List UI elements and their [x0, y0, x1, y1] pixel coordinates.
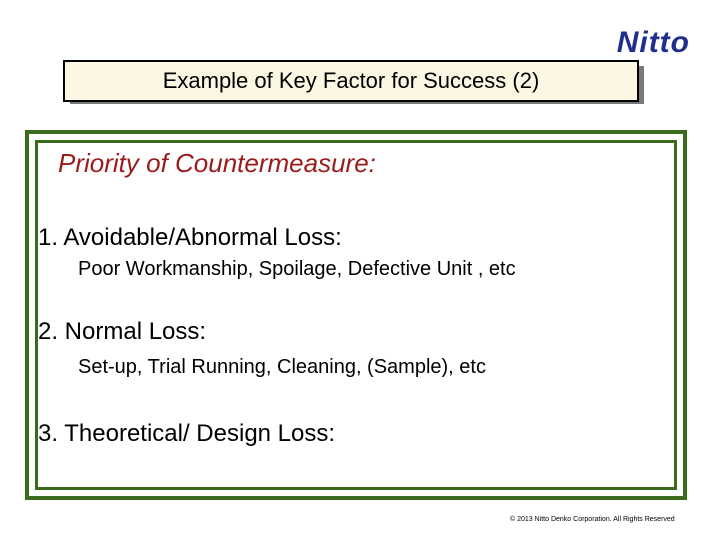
copyright-notice: © 2013 Nitto Denko Corporation. All Rights Reserved — [510, 516, 675, 523]
slide-title: Example of Key Factor for Success (2) — [63, 60, 639, 102]
item-1-label: 1. Avoidable/Abnormal Loss: — [38, 224, 342, 251]
item-3-label: 3. Theoretical/ Design Loss: — [38, 420, 336, 447]
item-1-detail: Poor Workmanship, Spoilage, Defective Unit , etc — [78, 258, 516, 280]
item-2-detail: Set-up, Trial Running, Cleaning, (Sample), etc — [78, 356, 486, 378]
section-heading: Priority of Countermeasure: — [58, 148, 376, 178]
nitto-logo: Nitto — [616, 26, 690, 59]
item-2-label: 2. Normal Loss: — [38, 318, 207, 345]
